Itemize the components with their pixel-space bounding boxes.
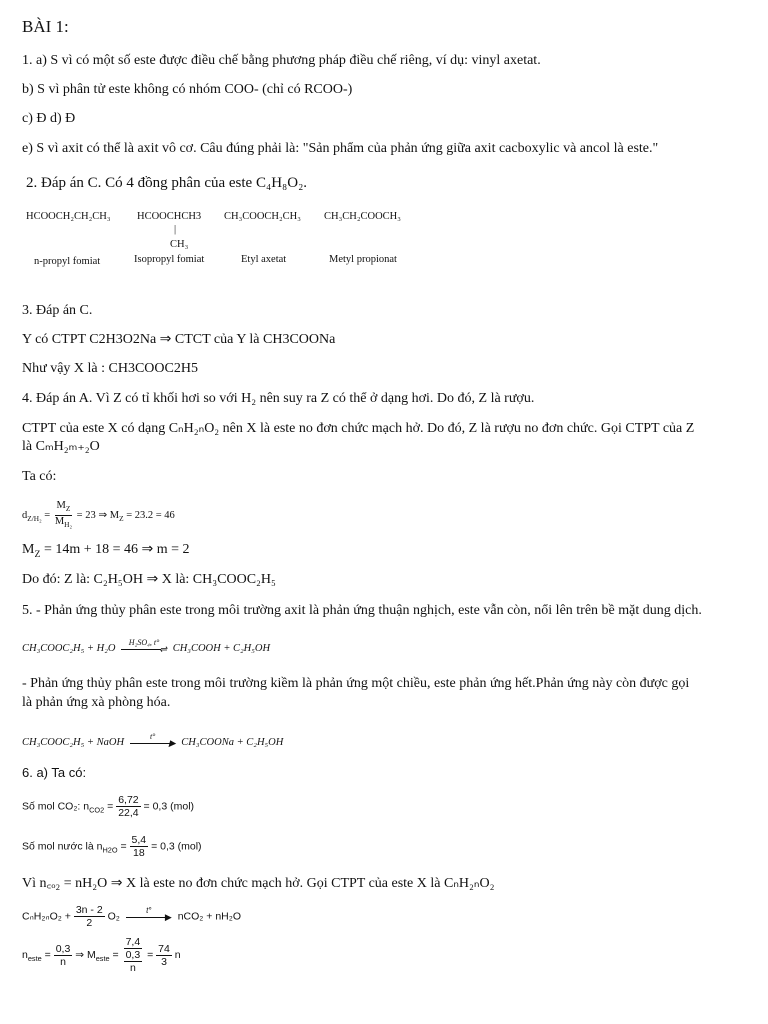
q2-heading-text: 2. Đáp án C. Có 4 đồng phân của este [26,175,256,191]
q6-h2o-formula: Số mol nước là $n_{H2O}$ = $\frac{5,4}{18}$ = 0,3 (mol) [22,834,202,859]
q4-line-2: CTPT của este X có dạng CₙH₂ₙO₂ nên X là este no đơn chức mạch hở. Do đó, Z là rượu no đơn chức. Gọi CTPT của Z [22,421,695,436]
q4-density-formula: $d_{Z/H_2}$ = $\frac{M_Z}{M_{H_2}}$ = 23 ⇒ $M_Z = 23.2 = 46$ [22,500,175,530]
isomer-4-formula: CH₃CH₂COOCH₃ [324,211,401,222]
q1-cd: c) Đ d) Đ [22,111,76,126]
q1-e: e) S vì axit có thể là axit vô cơ. Câu đúng phải là: "Sản phẩm của phản ứng giữa axit cacboxylic và ancol là este." [22,141,659,156]
q6-mass-equation: $n_{este}$ = $\frac{0,3}{n}$ ⇒ $M_{este}$ = $\frac{7,4}{\frac{0,3}{n}}$ = $\frac{74}{3}$ n [22,936,181,974]
q3-line-1: 3. Đáp án C. [22,303,93,318]
q4-line-4: Ta có: [22,469,57,484]
q3-line-2: Y có CTPT C2H3O2Na ⇒ CTCT của Y là CH3COONa [22,332,336,347]
reversible-arrow-icon: H₂SO₄, t° ⇌ [121,644,167,654]
q4-line-1: 4. Đáp án A. Vì Z có tỉ khối hơi so với H₂ nên suy ra Z có thể ở dạng hơi. Do đó, Z là rượu. [22,391,535,406]
isomer-2-branch: CH₃ [170,239,189,250]
q5-line-1: 5. - Phản ứng thủy phân este trong môi trường axit là phản ứng thuận nghịch, este vẫn còn, nổi lên trên bề mặt dung dịch. [22,603,702,618]
q1-a: 1. a) S vì có một số este được điều chế bằng phương pháp điều chế riêng, ví dụ: vinyl axetat. [22,53,541,68]
q6-line-1: 6. a) Ta có: [22,765,87,780]
q4-line-5: $M_Z = 14m + 18 = 46$ ⇒ m = 2 [22,542,190,560]
isomer-1-formula: HCOOCH₂CH₂CH₃ [26,211,111,222]
density-fraction: $\frac{M_Z}{M_{H_2}}$ [54,500,73,530]
isomer-4-name: Metyl propionat [329,254,397,265]
q5-line-3: là phản ứng xà phòng hóa. [22,695,171,710]
isomer-1-name: n-propyl fomiat [34,256,101,267]
q3-line-3: Như vậy X là : CH3COOC2H5 [22,361,198,376]
forward-arrow-icon: t° ▶ [130,738,176,748]
q6-line-2: Vì n꜀ₒ₂ = nH₂O ⇒ X là este no đơn chức mạch hở. Gọi CTPT của este X là CₙH₂ₙO₂ [22,876,495,891]
q2-heading [26,174,307,192]
isomer-2-name: Isopropyl fomiat [134,254,205,265]
q1-b: b) S vì phân tử este không có nhóm COO- (chỉ có RCOO-) [22,82,353,97]
isomer-3-formula: CH₃COOCH₂CH₃ [224,211,301,222]
isomer-3-name: Etyl axetat [241,254,287,265]
q5-equation-1: CH₃COOC₂H₅ + H₂O H₂SO₄, t° ⇌ CH₃COOH + C₂H₅OH [22,637,271,654]
isomer-2-bond: | [174,224,177,235]
forward-arrow-icon: t° ▶ [126,912,172,922]
q4-line-6: Do đó: Z là: C₂H₅OH ⇒ X là: CH₃COOC₂H₅ [22,572,276,587]
isomer-2-formula: HCOOCHCH3 [137,211,202,222]
q5-equation-2: CH₃COOC₂H₅ + NaOH t° ▶ CH₃COONa + C₂H₅OH [22,731,284,748]
q6-combustion-equation: CₙH₂ₙO₂ + $\frac{3n - 2}{2}$ O₂ t° ▶ nCO₂ + nH₂O [22,904,242,929]
q2-heading-formula: C₄H₈O₂. [255,175,308,191]
page-title: BÀI 1: [22,17,69,36]
q5-line-2: - Phản ứng thủy phân este trong môi trường kiềm là phản ứng một chiều, este phản ứng hết.Phản ứng này còn được gọi [22,676,690,691]
q6-co2-formula: Số mol CO₂: $n_{CO2}$ = $\frac{6,72}{22,4}$ = 0,3 (mol) [22,794,195,819]
q4-line-3: là CₘH₂ₘ₊₂O [22,439,100,454]
